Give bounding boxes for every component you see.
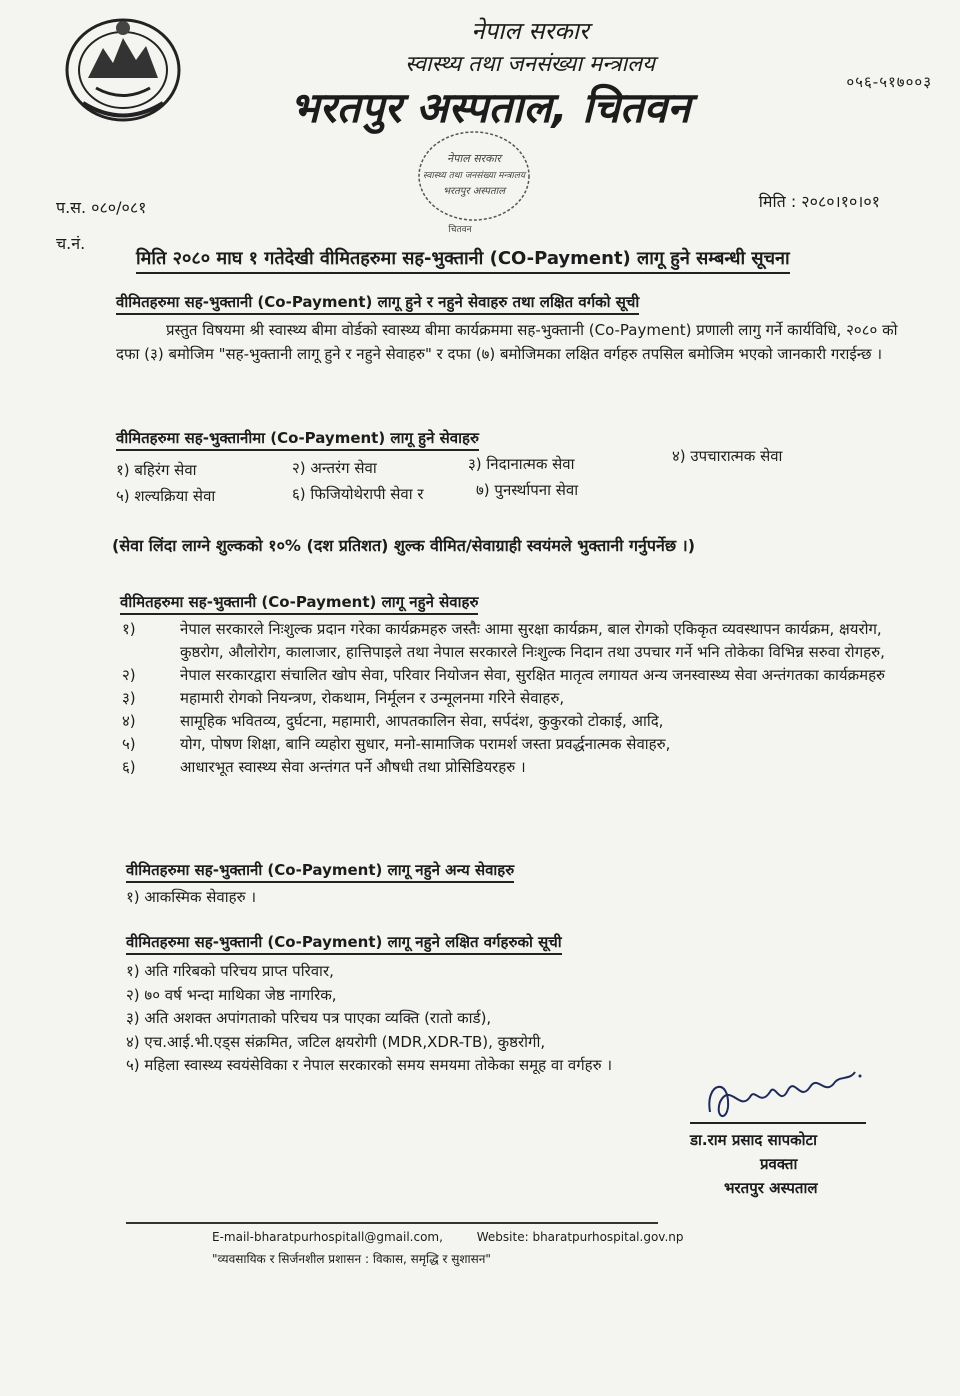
list-item <box>122 710 902 733</box>
emergency-service-item: १) आकस्मिक सेवाहरु । <box>126 888 257 906</box>
signatory-name: डा.राम प्रसाद सापकोटा <box>690 1131 817 1149</box>
signatory-role: प्रवक्ता <box>760 1155 798 1173</box>
stamp-line1: नेपाल सरकार <box>447 152 501 165</box>
list-item-text: नेपाल सरकारले निःशुल्क प्रदान गरेका कार्यक्रमहरु जस्तैः आमा सुरक्षा कार्यक्रम, बाल रोगको एकिकृत व्यवस्थापन कार्यक्रम, क्षयरोग, कुष्ठरोग, औलोरोग, कालाजार, हात्तिपाइले तथा नेपाल सरकारले निःशुल्क निदान तथा उपचार गर्ने भनि तोकेका विभिन्न सरुवा रोगहरु, <box>180 620 885 661</box>
ministry-title: स्वास्थ्य तथा जनसंख्या मन्त्रालय <box>405 52 655 77</box>
list-item-number: ६) <box>122 758 136 776</box>
list-item-number: ५) <box>122 735 136 753</box>
signatory-organization: भरतपुर अस्पताल <box>724 1179 818 1197</box>
reference-number: प.स. ०८०/०८१ <box>56 198 147 217</box>
footer-slogan: "व्यवसायिक र सिर्जनशील प्रशासन : विकास, समृद्धि र सुशासन" <box>212 1252 491 1266</box>
service-item: ५) शल्यक्रिया सेवा <box>116 487 216 505</box>
section5-heading: वीमितहरुमा सह-भुक्तानी (Co-Payment) लागू नहुने लक्षित वर्गहरुको सूची <box>126 932 562 955</box>
footer-contact <box>212 1230 714 1244</box>
service-item: १) बहिरंग सेवा <box>116 461 197 479</box>
list-item-text: सामूहिक भवितव्य, दुर्घटना, महामारी, आपतकालिन सेवा, सर्पदंश, कुकुरको टोकाई, आदि, <box>180 712 664 730</box>
list-item-number: ४) <box>122 712 136 730</box>
section2-heading: वीमितहरुमा सह-भुक्तानीमा (Co-Payment) लागू हुने सेवाहरु <box>116 428 479 451</box>
service-item: ६) फिजियोथेरापी सेवा र <box>292 485 424 503</box>
list-item-number: १) <box>122 620 136 638</box>
service-item: ३) निदानात्मक सेवा <box>468 455 575 473</box>
stamp-line4: चितवन <box>448 225 472 235</box>
dispatch-number: च.नं. <box>56 234 86 253</box>
handwritten-signature <box>700 1062 870 1126</box>
section3-heading: वीमितहरुमा सह-भुक्तानी (Co-Payment) लागू नहुने सेवाहरु <box>120 592 478 615</box>
phone-number: ०५६-५१७००३ <box>846 73 932 91</box>
notice-subject: मिति २०८० माघ १ गतेदेखी वीमितहरुमा सह-भुक्तानी (CO-Payment) लागू हुने सम्बन्धी सूचना <box>136 246 790 274</box>
section1-heading: वीमितहरुमा सह-भुक्तानी (Co-Payment) लागू हुने र नहुने सेवाहरु तथा लक्षित वर्गको सूची <box>116 292 639 315</box>
service-item: २) अन्तरंग सेवा <box>292 459 377 477</box>
stamp-line2: स्वास्थ्य तथा जनसंख्या मन्त्रालय <box>422 171 526 181</box>
fee-note: (सेवा लिंदा लाग्ने शुल्कको १०% (दश प्रतिशत) शुल्क वीमित/सेवाग्राही स्वयंमले भुक्तानी गर्नुपर्नेछ ।) <box>112 536 696 555</box>
signature-line <box>690 1122 866 1124</box>
govt-title: नेपाल सरकार <box>471 17 589 45</box>
list-item <box>122 664 902 687</box>
list-item <box>122 756 902 779</box>
list-item-number: ३) <box>122 689 136 707</box>
footer-email: E-mail-bharatpurhospitall@gmail.com, <box>212 1230 443 1244</box>
list-item <box>122 733 902 756</box>
exempt-services-list <box>122 618 902 779</box>
section4-heading: वीमितहरुमा सह-भुक्तानी (Co-Payment) लागू नहुने अन्य सेवाहरु <box>126 860 514 883</box>
service-item: ४) उपचारात्मक सेवा <box>672 447 783 465</box>
list-item: २) ७० वर्ष भन्दा माथिका जेष्ठ नागरिक, <box>126 985 337 1004</box>
issue-date: मिति : २०८०।१०।०१ <box>758 192 880 211</box>
list-item-text: आधारभूत स्वास्थ्य सेवा अन्तंगत पर्ने औषधी तथा प्रोसिडियरहरु । <box>180 758 526 776</box>
list-item: ४) एच.आई.भी.एड्स संक्रमित, जटिल क्षयरोगी (MDR,XDR-TB), कुष्ठरोगी, <box>126 1032 546 1051</box>
list-item: ५) महिला स्वास्थ्य स्वयंसेविका र नेपाल सरकारको समय समयमा तोकेका समूह वा वर्गहरु । <box>126 1056 613 1074</box>
section1-paragraph: प्रस्तुत विषयमा श्री स्वास्थ्य बीमा वोर्डको स्वास्थ्य बीमा कार्यक्रममा सह-भुक्तानी (Co-Payment) प्रणाली लागु गर्ने कार्यविधि, २०८० को दफा (३) बमोजिम "सह-भुक्तानी लागू हुने र नहुने सेवाहरु" र दफा (७) बमोजिमका लक्षित वर्गहरु तपसिल बमोजिम भएको जानकारी गराईन्छ । <box>116 321 898 363</box>
list-item <box>122 687 902 710</box>
stamp-line3: भरतपुर अस्पताल <box>442 186 506 197</box>
nepal-emblem-logo <box>58 8 188 128</box>
list-item-text: योग, पोषण शिक्षा, बानि व्यहोरा सुधार, मनो-सामाजिक परामर्श जस्ता प्रवर्द्धनात्मक सेवाहरु, <box>180 735 671 753</box>
list-item: ३) अति अशक्त अपांगताको परिचय पत्र पाएका व्यक्ति (रातो कार्ड), <box>126 1009 492 1027</box>
target-group-list <box>126 960 612 1078</box>
list-item: १) अति गरिबको परिचय प्राप्त परिवार, <box>126 962 334 980</box>
list-item-text: नेपाल सरकारद्वारा संचालित खोप सेवा, परिवार नियोजन सेवा, सुरक्षित मातृत्व लगायत अन्य जनस्वास्थ्य सेवा अन्तंगतका कार्यक्रमहरु <box>180 666 886 684</box>
hospital-title: भरतपुर अस्पताल, चितवन <box>289 83 691 132</box>
list-item-text: महामारी रोगको नियन्त्रण, रोकथाम, निर्मूलन र उन्मूलनमा गरिने सेवाहरु, <box>180 689 565 707</box>
list-item <box>122 618 902 664</box>
office-stamp <box>404 128 544 238</box>
footer-website: Website: bharatpurhospital.gov.np <box>476 1230 684 1244</box>
service-item: ७) पुनर्स्थापना सेवा <box>476 481 579 499</box>
footer-divider <box>126 1222 658 1224</box>
list-item-number: २) <box>122 666 136 684</box>
